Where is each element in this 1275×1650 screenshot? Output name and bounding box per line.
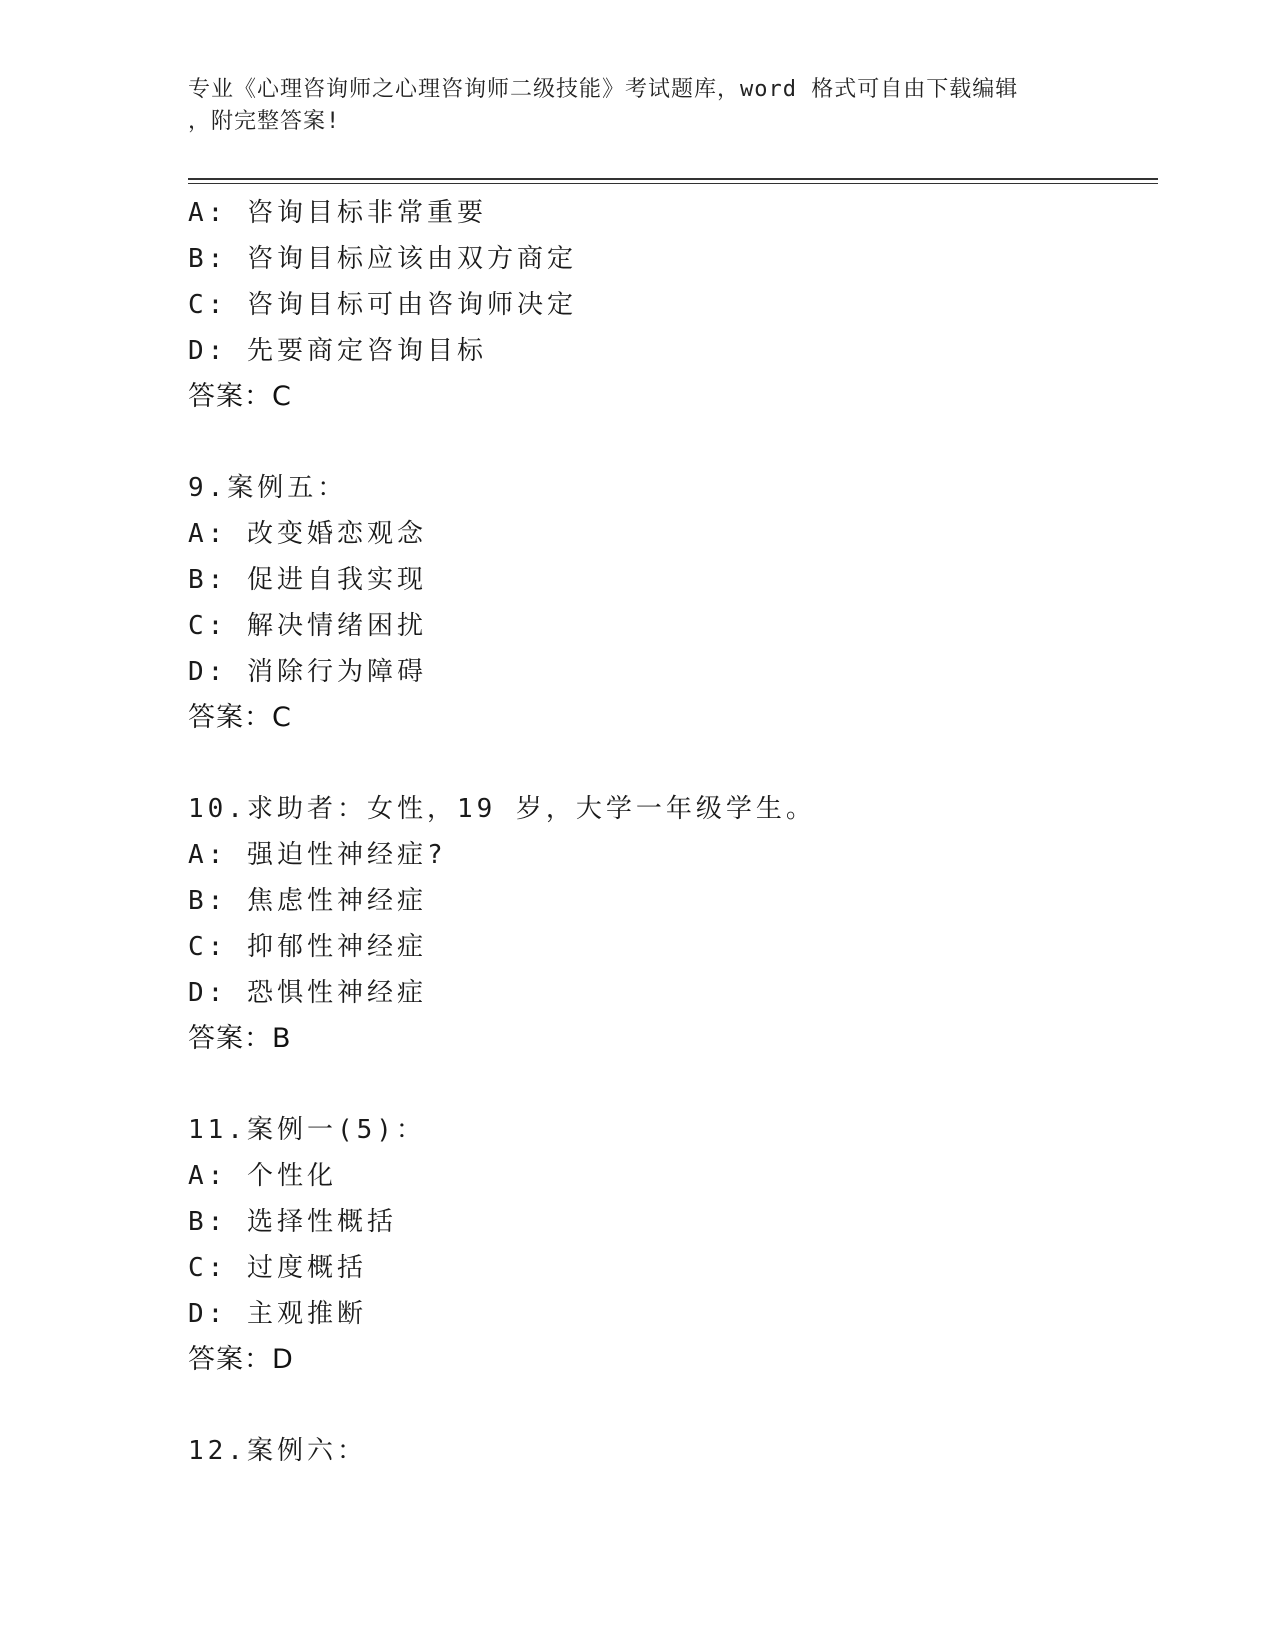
question-10 — [188, 786, 1148, 1062]
option-c: C: 抑郁性神经症 — [188, 932, 427, 962]
option-b: B: 咨询目标应该由双方商定 — [188, 244, 577, 274]
option-d: D: 先要商定咨询目标 — [188, 336, 487, 366]
option-d: D: 恐惧性神经症 — [188, 978, 427, 1008]
spacer — [188, 1062, 1148, 1107]
option-c: C: 咨询目标可由咨询师决定 — [188, 290, 577, 320]
answer: 答案：B — [188, 1023, 292, 1054]
question-9 — [188, 465, 1148, 741]
question-12 — [188, 1428, 1148, 1474]
answer: 答案：C — [188, 381, 292, 412]
option-b: B: 促进自我实现 — [188, 565, 427, 595]
option-a: A: 改变婚恋观念 — [188, 519, 427, 549]
spacer — [188, 741, 1148, 786]
option-d: D: 消除行为障碍 — [188, 657, 427, 687]
option-d: D: 主观推断 — [188, 1299, 367, 1329]
option-a: A: 个性化 — [188, 1161, 337, 1191]
document-header — [188, 74, 1088, 138]
option-c: C: 解决情绪困扰 — [188, 611, 427, 641]
option-c: C: 过度概括 — [188, 1253, 367, 1283]
question-title: 10.求助者：女性，19 岁，大学一年级学生。 — [188, 794, 816, 824]
option-b: B: 选择性概括 — [188, 1207, 397, 1237]
answer: 答案：C — [188, 702, 292, 733]
question-title: 9.案例五： — [188, 473, 348, 503]
spacer — [188, 1383, 1148, 1428]
header-divider-thin — [188, 183, 1158, 184]
spacer — [188, 420, 1148, 465]
header-line-1: 专业《心理咨询师之心理咨询师二级技能》考试题库，word 格式可自由下载编辑 — [188, 77, 1019, 102]
header-line-2: ，附完整答案! — [188, 109, 341, 134]
option-a: A: 强迫性神经症? — [188, 840, 447, 870]
question-list — [188, 190, 1148, 1474]
answer: 答案：D — [188, 1344, 294, 1375]
option-a: A: 咨询目标非常重要 — [188, 198, 487, 228]
option-b: B: 焦虑性神经症 — [188, 886, 427, 916]
question-8 — [188, 190, 1148, 420]
question-title: 12.案例六： — [188, 1436, 367, 1466]
question-title: 11.案例一(5)： — [188, 1115, 426, 1145]
header-divider-thick — [188, 178, 1158, 180]
question-11 — [188, 1107, 1148, 1383]
